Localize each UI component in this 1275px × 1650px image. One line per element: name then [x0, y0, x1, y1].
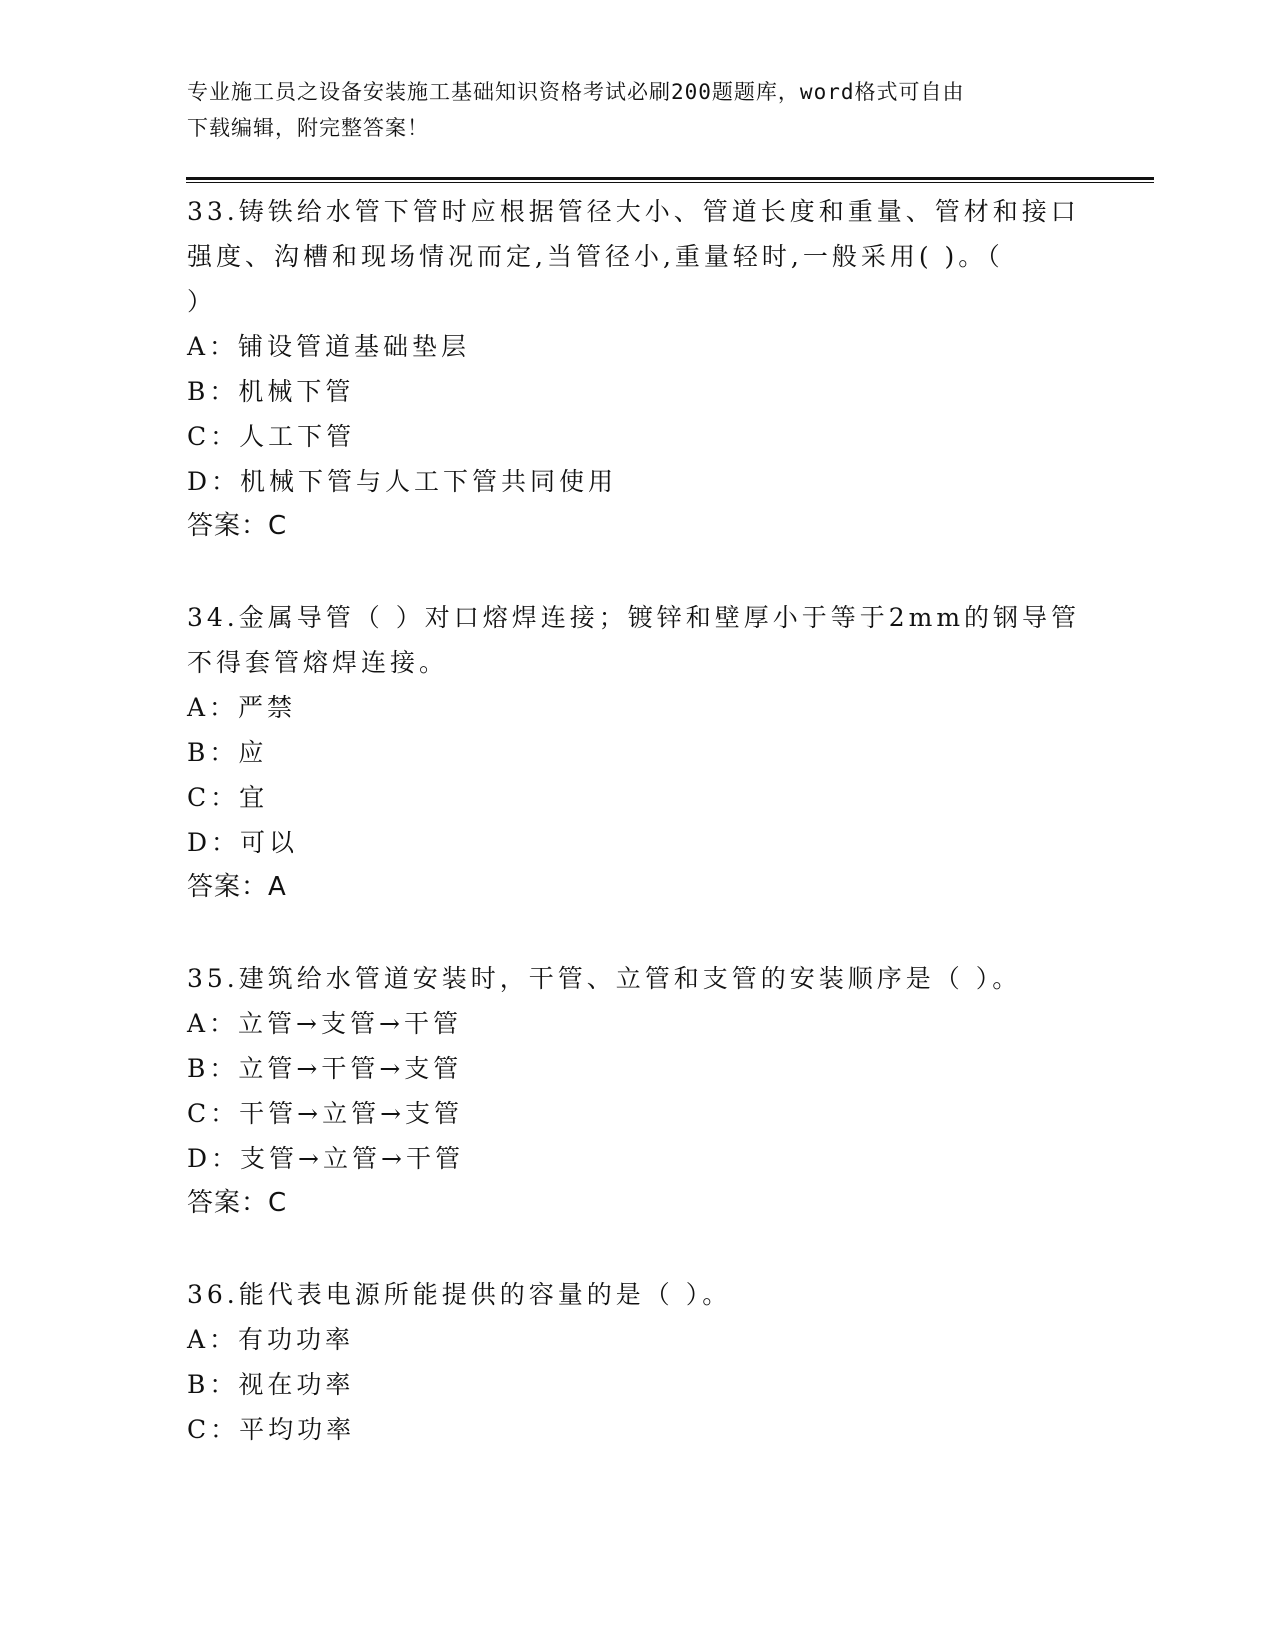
answer-line: 答案：A [187, 872, 287, 902]
question-33 [187, 189, 1087, 549]
header-rule-thick [186, 177, 1154, 180]
question-stem-line: 36.能代表电源所能提供的容量的是（ ）。 [187, 1280, 732, 1309]
document-header [187, 74, 1067, 146]
option-c: C：宜 [187, 783, 269, 812]
header-line-2: 下载编辑，附完整答案！ [187, 116, 429, 140]
answer-line: 答案：C [187, 1188, 288, 1218]
question-stem-line: 33.铸铁给水管下管时应根据管径大小、管道长度和重量、管材和接口 [187, 197, 1080, 226]
option-b: B：机械下管 [187, 377, 355, 406]
option-c: C：平均功率 [187, 1415, 356, 1444]
question-list [187, 189, 1087, 1452]
option-c: C：人工下管 [187, 422, 356, 451]
header-rule-thin [186, 182, 1154, 183]
question-stem-line: 35.建筑给水管道安装时，干管、立管和支管的安装顺序是（ ）。 [187, 964, 1022, 993]
option-a: A：铺设管道基础垫层 [187, 332, 471, 361]
question-34 [187, 595, 1087, 910]
option-a: A：严禁 [187, 693, 297, 722]
option-d: D：可以 [187, 828, 299, 857]
option-b: B：立管→干管→支管 [187, 1054, 463, 1083]
option-d: D：支管→立管→干管 [187, 1144, 464, 1173]
header-line-1: 专业施工员之设备安装施工基础知识资格考试必刷200题题库，word格式可自由 [187, 80, 965, 104]
option-b: B：视在功率 [187, 1370, 355, 1399]
option-d: D：机械下管与人工下管共同使用 [187, 467, 618, 496]
question-36 [187, 1272, 1087, 1452]
question-35 [187, 956, 1087, 1226]
question-stem-line: ） [187, 287, 217, 316]
option-a: A：有功功率 [187, 1325, 355, 1354]
option-a: A：立管→支管→干管 [187, 1009, 462, 1038]
option-b: B：应 [187, 738, 268, 767]
question-stem-line: 强度、沟槽和现场情况而定,当管径小,重量轻时,一般采用( )。（ [187, 242, 1004, 271]
question-stem-line: 不得套管熔焊连接。 [187, 648, 449, 677]
answer-line: 答案：C [187, 511, 288, 541]
option-c: C：干管→立管→支管 [187, 1099, 464, 1128]
question-stem-line: 34.金属导管（ ）对口熔焊连接；镀锌和壁厚小于等于2mm的钢导管 [187, 603, 1081, 632]
